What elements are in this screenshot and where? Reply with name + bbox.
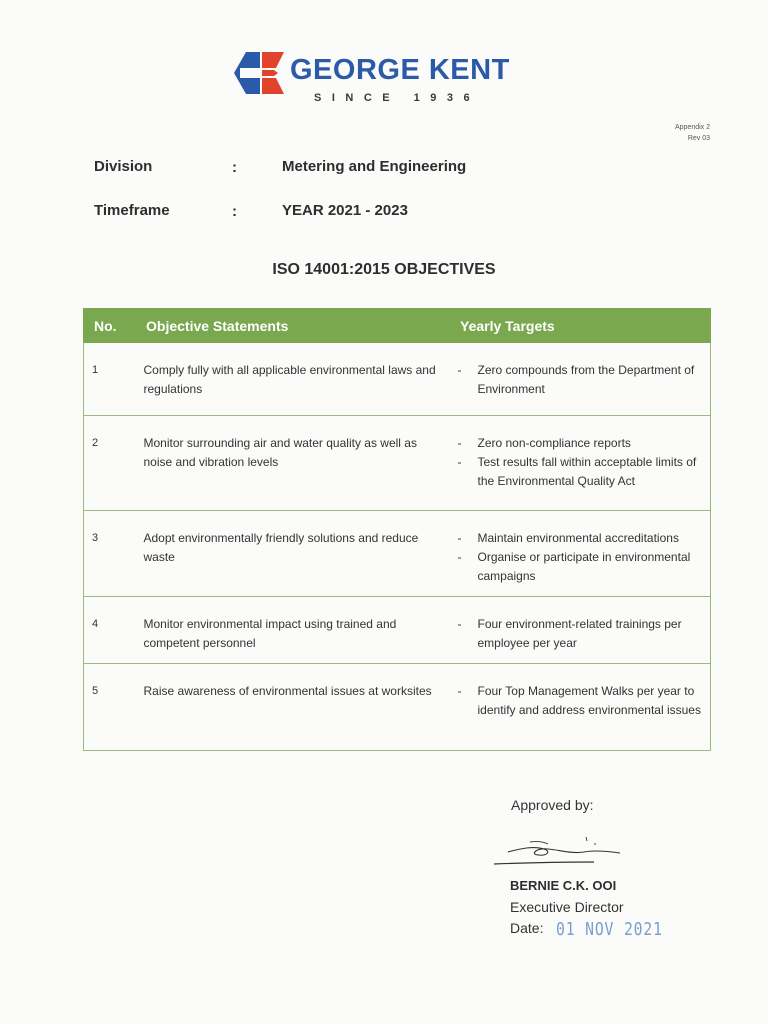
objective-statement: Comply fully with all applicable environmental laws and regulations xyxy=(136,343,450,416)
row-number: 1 xyxy=(84,343,136,416)
yearly-targets xyxy=(450,511,711,597)
revision-label: Rev 03 xyxy=(687,135,710,142)
yearly-targets xyxy=(450,597,711,664)
objectives-table xyxy=(83,308,711,751)
table-row xyxy=(84,664,711,751)
table-row xyxy=(84,511,711,597)
appendix-ref xyxy=(675,122,710,144)
george-kent-logo-icon xyxy=(234,52,284,94)
table-header-row xyxy=(84,309,711,343)
yearly-targets xyxy=(450,416,711,511)
signer-position: Executive Director xyxy=(510,899,624,915)
company-logo xyxy=(234,50,534,110)
target-item: - Test results fall within acceptable limits of the Environmental Quality Act xyxy=(458,453,707,491)
target-item: - Four Top Management Walks per year to identify and address environmental issues xyxy=(458,682,707,720)
objective-statement: Monitor surrounding air and water quality as well as noise and vibration levels xyxy=(136,416,450,511)
date-label: Date: xyxy=(510,920,544,936)
timeframe-colon: : xyxy=(232,203,237,220)
approved-by-label: Approved by: xyxy=(511,797,594,813)
signer-name: BERNIE C.K. OOI xyxy=(510,878,617,893)
brand-name: GEORGE KENT xyxy=(290,54,510,86)
table-row xyxy=(84,416,711,511)
yearly-targets xyxy=(450,664,711,751)
column-header-no: No. xyxy=(84,309,136,343)
target-item: - Maintain environmental accreditations xyxy=(458,529,707,548)
column-header-targets: Yearly Targets xyxy=(450,309,711,343)
row-number: 2 xyxy=(84,416,136,511)
timeframe-value: YEAR 2021 - 2023 xyxy=(282,202,408,219)
date-stamp: 01 NOV 2021 xyxy=(556,919,663,940)
table-row xyxy=(84,597,711,664)
yearly-targets xyxy=(450,343,711,416)
column-header-objective: Objective Statements xyxy=(136,309,450,343)
signature-icon xyxy=(490,832,630,872)
appendix-label: Appendix 2 xyxy=(674,124,710,131)
division-colon: : xyxy=(232,159,237,176)
target-item: - Organise or participate in environmental campaigns xyxy=(458,548,707,586)
table-row xyxy=(84,343,711,416)
objective-statement: Monitor environmental impact using trained and competent personnel xyxy=(136,597,450,664)
row-number: 3 xyxy=(84,511,136,597)
target-item: - Zero non-compliance reports xyxy=(458,434,707,453)
row-number: 5 xyxy=(84,664,136,751)
row-number: 4 xyxy=(84,597,136,664)
target-item: - Four environment-related trainings per employee per year xyxy=(458,615,707,653)
objective-statement: Raise awareness of environmental issues at worksites xyxy=(136,664,450,751)
division-label: Division xyxy=(94,158,153,175)
timeframe-label: Timeframe xyxy=(94,202,170,219)
target-item: - Zero compounds from the Department of Environment xyxy=(458,361,707,399)
objective-statement: Adopt environmentally friendly solutions and reduce waste xyxy=(136,511,450,597)
brand-since: SINCE 1936 xyxy=(314,92,481,104)
document-title: ISO 14001:2015 OBJECTIVES xyxy=(272,261,496,278)
division-value: Metering and Engineering xyxy=(282,158,467,175)
